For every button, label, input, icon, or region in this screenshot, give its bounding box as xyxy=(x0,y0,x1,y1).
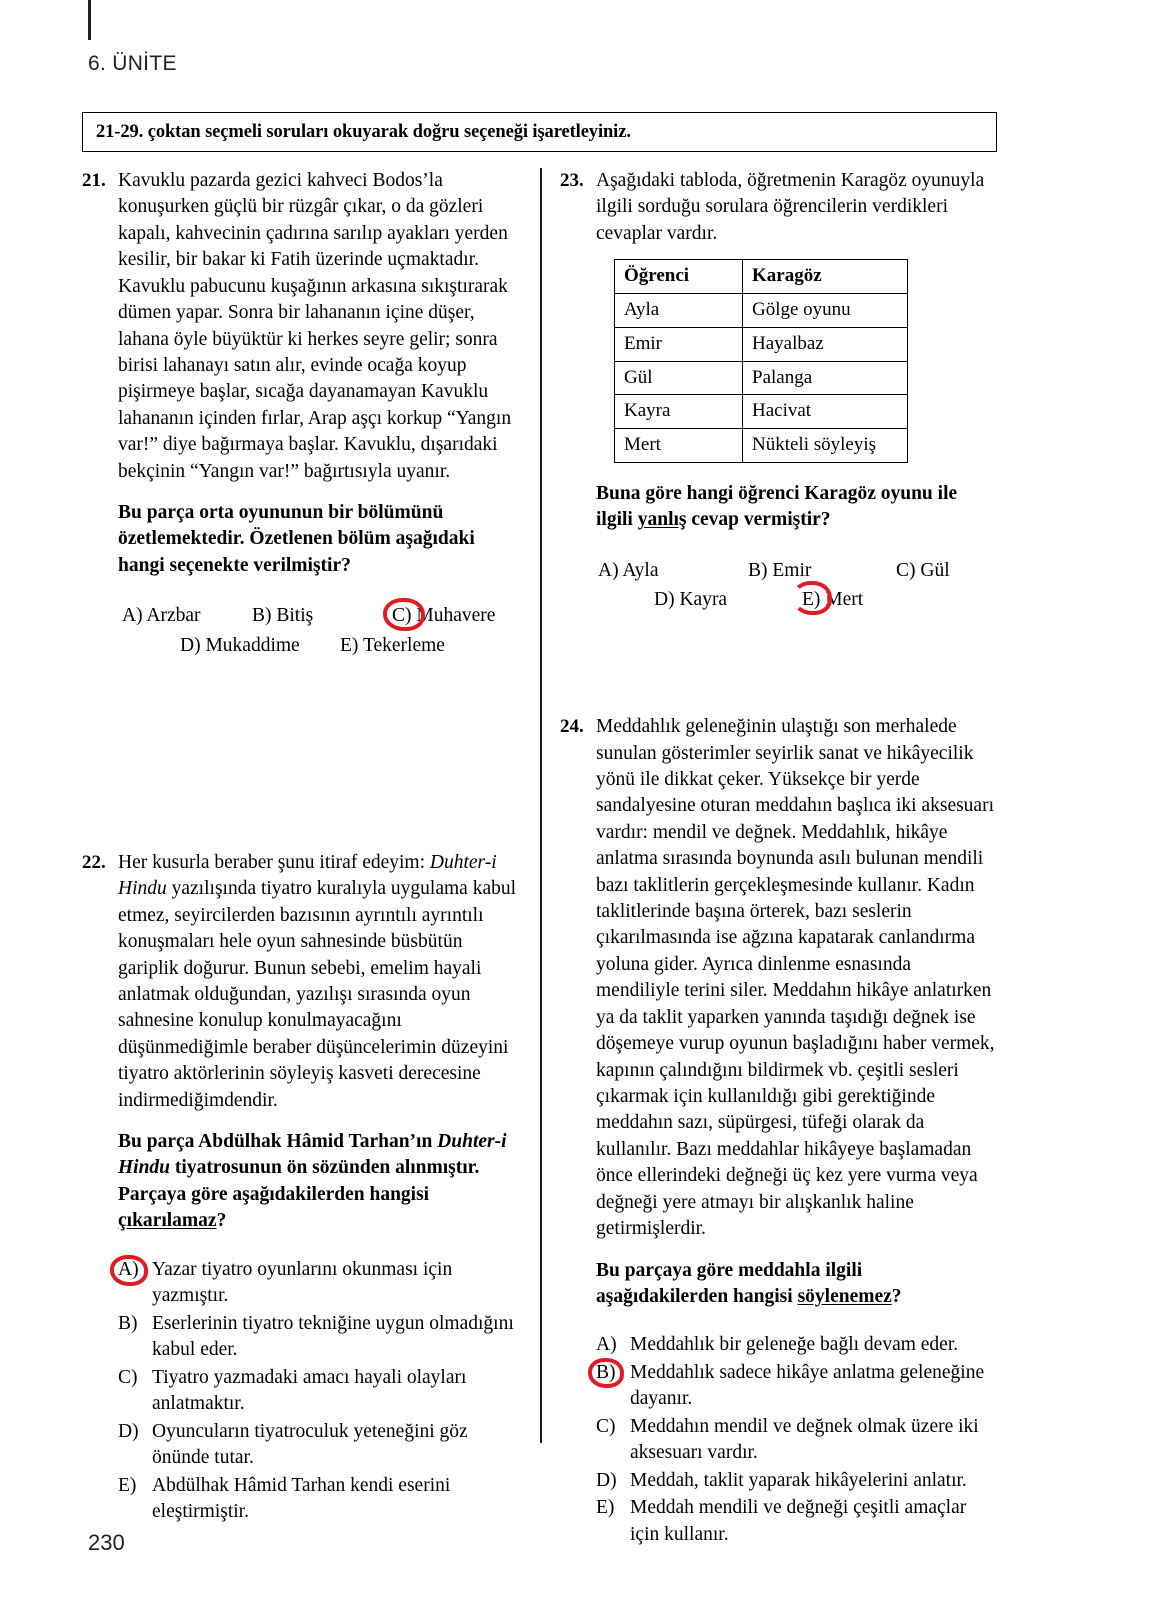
unit-label: 6. ÜNİTE xyxy=(88,52,177,75)
option-22-c[interactable] xyxy=(118,1365,519,1418)
option-24-b-letter: B) xyxy=(596,1361,616,1383)
option-24-a-letter-wrap xyxy=(596,1332,630,1359)
question-24-stem xyxy=(596,1258,997,1311)
question-23-number: 23. xyxy=(560,170,584,191)
question-24-passage: Meddahlık geleneğinin ulaştığı son merhalede sunulan gösterimler seyirlik sanat ve hikâyecilik yönü ile dikkat çeker. Yüksekçe bir yerde sandalyesine oturan meddahın başlıca iki aksesuarı vardır: mendil ve değnek. Meddahlık, hikâye anlatma sırasında boynunda asılı bulunan mendili bazı taklitlerin gerçekleşmesinde kullanır. Kadın taklitlerinde başına örterek, bazı seslerin çıkarılmasında ise ağzına kapatarak canlandırma yoluna gider. Ayrıca dinlenme esnasında mendiliyle terini siler. Meddahın hikâye anlatırken ya da taklit yaparken yanında taşıdığı değnek ise döşemeye vurup oyunun başladığını haber vermek, kapının çalındığını bildirmek vb. çeşitli sesleri çıkarmak için kullanıldığı gibi gerektiğinde meddahın sazı, süpürgesi, tüfeği olarak da kullanılır. Bazı meddahlar hikâyeye başlamadan önce ellerindeki değneği üç kez yere vurma veya değneği yere atmayı bir alışkanlık haline getirmişlerdir. xyxy=(596,716,995,1240)
table-cell-student-4: Mert xyxy=(615,429,743,463)
option-24-e-letter-wrap xyxy=(596,1495,630,1522)
option-24-a[interactable] xyxy=(596,1332,997,1359)
option-22-e-text: Abdülhak Hâmid Tarhan kendi eserini eleştirmiştir. xyxy=(152,1474,451,1523)
table-cell-answer-3: Hacivat xyxy=(743,395,908,429)
table-row xyxy=(615,395,908,429)
question-23-options xyxy=(596,556,997,615)
option-23-d-text: Kayra xyxy=(679,588,728,610)
option-21-a-letter: A) xyxy=(122,605,143,627)
option-22-e-letter: E) xyxy=(118,1474,137,1496)
table-header-ogrenci: Öğrenci xyxy=(615,260,743,294)
question-21-passage: Kavuklu pazarda gezici kahveci Bodos’la konuşurken güçlü bir rüzgâr çıkar, o da gözleri kapalı, kahvecinin çadırına sarılıp ayakları yerden kesilir, bir bakar ki Fatih üzerinde uçmaktadır. Kavuklu pabucunu kuşağının arkasına sıkıştırarak dümen yapar. Sonra bir lahananın içine düşer, lahana öyle büyüktür ki herkes seyre gelir; sonra birisi lahanayı satın alır, evinde ocağa koyup pişirmeye başlar, sıcağa dayanamayan Kavuklu lahananın içinden fırlar, Arap aşçı korkup “Yangın var!” diye bağırmaya başlar. Kavuklu, dışarıdaki bekçinin “Yangın var!” bağırtısıyla uyanır. xyxy=(118,170,512,482)
option-22-e-letter-wrap xyxy=(118,1473,152,1500)
question-23 xyxy=(560,168,997,614)
question-23-stem xyxy=(596,481,997,534)
option-21-a-text: Arzbar xyxy=(146,605,201,627)
question-23-stem-part2: cevap vermiştir? xyxy=(686,509,831,531)
option-22-a-letter-wrap xyxy=(118,1257,152,1284)
question-22-stem-underline: çıkarılamaz xyxy=(118,1210,217,1232)
option-21-b[interactable] xyxy=(252,601,392,630)
instruction-text: 21-29. çoktan seçmeli soruları okuyarak doğru seçeneği işaretleyiniz. xyxy=(96,121,631,142)
question-22-stem xyxy=(118,1129,519,1235)
table-row xyxy=(615,327,908,361)
option-22-d-text: Oyuncuların tiyatroculuk yeteneğini göz önünde tutar. xyxy=(152,1420,468,1469)
table-header-row xyxy=(615,260,908,294)
option-21-b-text: Bitiş xyxy=(276,605,314,627)
table-cell-student-3: Kayra xyxy=(615,395,743,429)
option-24-b-letter-wrap xyxy=(596,1360,630,1387)
question-21-number: 21. xyxy=(82,170,106,191)
option-21-d-letter: D) xyxy=(180,634,201,656)
option-21-d-text: Mukaddime xyxy=(205,634,300,656)
column-divider xyxy=(540,168,542,1443)
option-24-e-text: Meddah mendili ve değneği çeşitli amaçlar için kullanır. xyxy=(630,1497,967,1545)
table-cell-answer-4: Nükteli söyleyiş xyxy=(743,429,908,463)
page-corner-mark xyxy=(88,0,91,40)
option-24-e-letter: E) xyxy=(596,1497,615,1519)
option-24-c[interactable] xyxy=(596,1414,997,1467)
option-24-c-text: Meddahın mendil ve değnek olmak üzere iki aksesuarı vardır. xyxy=(630,1415,979,1464)
option-22-c-letter-wrap xyxy=(118,1365,152,1392)
instruction-box xyxy=(82,112,997,152)
question-24-stem-part2: ? xyxy=(891,1285,902,1307)
question-23-passage: Aşağıdaki tabloda, öğretmenin Karagöz oyunuyla ilgili sorduğu sorulara öğrencilerin verdikleri cevaplar vardır. xyxy=(596,170,985,244)
table-cell-student-2: Gül xyxy=(615,361,743,395)
option-24-d-letter-wrap xyxy=(596,1468,630,1495)
question-23-stem-underline: yanlış xyxy=(637,509,687,531)
option-22-b-letter-wrap xyxy=(118,1311,152,1338)
question-22-number: 22. xyxy=(82,851,106,873)
karagoz-table-wrap xyxy=(614,259,997,463)
option-22-a-letter: A) xyxy=(118,1258,139,1280)
option-21-e-text: Tekerleme xyxy=(362,634,445,656)
option-24-d[interactable] xyxy=(596,1468,997,1495)
option-24-b-text: Meddahlık sadece hikâye anlatma geleneğine dayanır. xyxy=(630,1361,985,1410)
option-23-a-text: Ayla xyxy=(622,559,659,581)
option-23-a-letter: A) xyxy=(598,559,619,581)
question-24-stem-underline: söylenemez xyxy=(797,1285,892,1307)
option-23-e-letter: E) xyxy=(802,588,821,610)
option-23-c-text: Gül xyxy=(920,559,950,581)
option-21-b-letter: B) xyxy=(252,605,272,627)
option-23-b-text: Emir xyxy=(772,559,812,581)
question-22-passage-part1: Her kusurla beraber şunu itiraf edeyim: xyxy=(118,851,430,873)
option-22-b-letter: B) xyxy=(118,1312,138,1334)
option-23-e[interactable] xyxy=(802,585,863,614)
table-cell-student-1: Emir xyxy=(615,327,743,361)
question-24-stem-part1: Bu parçaya göre meddahla ilgili aşağıdakilerden hangisi xyxy=(596,1259,863,1307)
question-24 xyxy=(560,714,997,1549)
table-row xyxy=(615,294,908,328)
option-23-c-letter: C) xyxy=(896,559,916,581)
question-24-number: 24. xyxy=(560,716,584,738)
option-22-c-text: Tiyatro yazmadaki amacı hayali olayları anlatmaktır. xyxy=(152,1366,467,1415)
option-22-d[interactable] xyxy=(118,1419,519,1472)
question-21-stem: Bu parça orta oyununun bir bölümünü özetlemektedir. Özetlenen bölüm aşağıdaki hangi seçenekte verilmiştir? xyxy=(118,502,475,576)
option-21-e-letter: E) xyxy=(340,634,359,656)
option-21-e[interactable] xyxy=(340,631,445,660)
left-column xyxy=(82,168,519,1527)
table-cell-answer-0: Gölge oyunu xyxy=(743,294,908,328)
option-22-e[interactable] xyxy=(118,1473,519,1526)
page-number: 230 xyxy=(88,1530,125,1555)
option-24-a-text: Meddahlık bir geleneğe bağlı devam eder. xyxy=(630,1334,959,1356)
option-24-b[interactable] xyxy=(596,1360,997,1413)
option-24-d-letter: D) xyxy=(596,1469,617,1491)
option-24-a-letter: A) xyxy=(596,1334,617,1356)
option-22-d-letter: D) xyxy=(118,1420,139,1442)
option-22-d-letter-wrap xyxy=(118,1419,152,1446)
option-23-e-text: Mert xyxy=(825,588,864,610)
option-21-c-text: Muhavere xyxy=(416,605,496,627)
option-22-b-text: Eserlerinin tiyatro tekniğine uygun olmadığını kabul eder. xyxy=(152,1312,514,1361)
question-22-passage-italic: Duhter-i Hindu xyxy=(118,851,497,900)
question-24-options xyxy=(596,1332,997,1548)
karagoz-table xyxy=(614,259,908,463)
option-21-c[interactable] xyxy=(392,601,495,630)
option-24-c-letter: C) xyxy=(596,1415,616,1437)
question-21 xyxy=(82,168,519,660)
option-21-a[interactable] xyxy=(122,601,252,630)
question-22-stem-part1: Bu parça Abdülhak Hâmid Tarhan’ın xyxy=(118,1131,438,1153)
option-23-d[interactable] xyxy=(654,585,802,614)
option-22-b[interactable] xyxy=(118,1311,519,1364)
question-22 xyxy=(82,850,519,1527)
option-23-c[interactable] xyxy=(896,556,950,585)
question-23-stem-part1: Buna göre hangi öğrenci Karagöz oyunu ile ilgili xyxy=(596,482,958,531)
option-24-c-letter-wrap xyxy=(596,1414,630,1441)
question-22-stem-italic: Duhter-i Hindu xyxy=(118,1131,507,1179)
right-column xyxy=(560,168,997,1550)
option-22-a[interactable] xyxy=(118,1257,519,1310)
option-23-d-letter: D) xyxy=(654,588,675,610)
option-21-c-letter: C) xyxy=(392,605,412,627)
table-cell-answer-2: Palanga xyxy=(743,361,908,395)
question-22-passage xyxy=(118,850,519,1114)
table-row xyxy=(615,429,908,463)
option-22-a-text: Yazar tiyatro oyunlarını okunması için yazmıştır. xyxy=(152,1258,453,1307)
option-24-e[interactable] xyxy=(596,1495,997,1548)
option-21-d[interactable] xyxy=(180,631,340,660)
question-21-options xyxy=(118,601,519,660)
table-row xyxy=(615,361,908,395)
option-23-a[interactable] xyxy=(598,556,748,585)
question-22-stem-part3: ? xyxy=(216,1210,227,1232)
question-22-passage-part2: yazılışında tiyatro kuralıyla uygulama kabul etmez, seyircilerden bazısının ayrıntılı ayrıntılı konuşmaları hele oyun sahnesinde büsbütün gariplik doğurur. Bunun sebebi, emelim hayali anlatmak olduğundan, yazılışı sırasında oyun sahnesine konulup konulmayacağını düşünmediğimle beraber düşüncelerimin düzeyini tiyatro aktörlerinin söyleyiş kasveti derecesine indirmediğimdendir. xyxy=(118,878,517,1111)
table-header-karagoz: Karagöz xyxy=(743,260,908,294)
table-cell-answer-1: Hayalbaz xyxy=(743,327,908,361)
option-23-b[interactable] xyxy=(748,556,896,585)
question-22-options xyxy=(118,1257,519,1526)
option-24-d-text: Meddah, taklit yaparak hikâyelerini anlatır. xyxy=(630,1469,967,1491)
table-cell-student-0: Ayla xyxy=(615,294,743,328)
question-22-stem-part2: tiyatrosunun ön sözünden alınmıştır. Parçaya göre aşağıdakilerden hangisi xyxy=(118,1157,480,1205)
option-23-b-letter: B) xyxy=(748,559,768,581)
option-22-c-letter: C) xyxy=(118,1366,138,1388)
